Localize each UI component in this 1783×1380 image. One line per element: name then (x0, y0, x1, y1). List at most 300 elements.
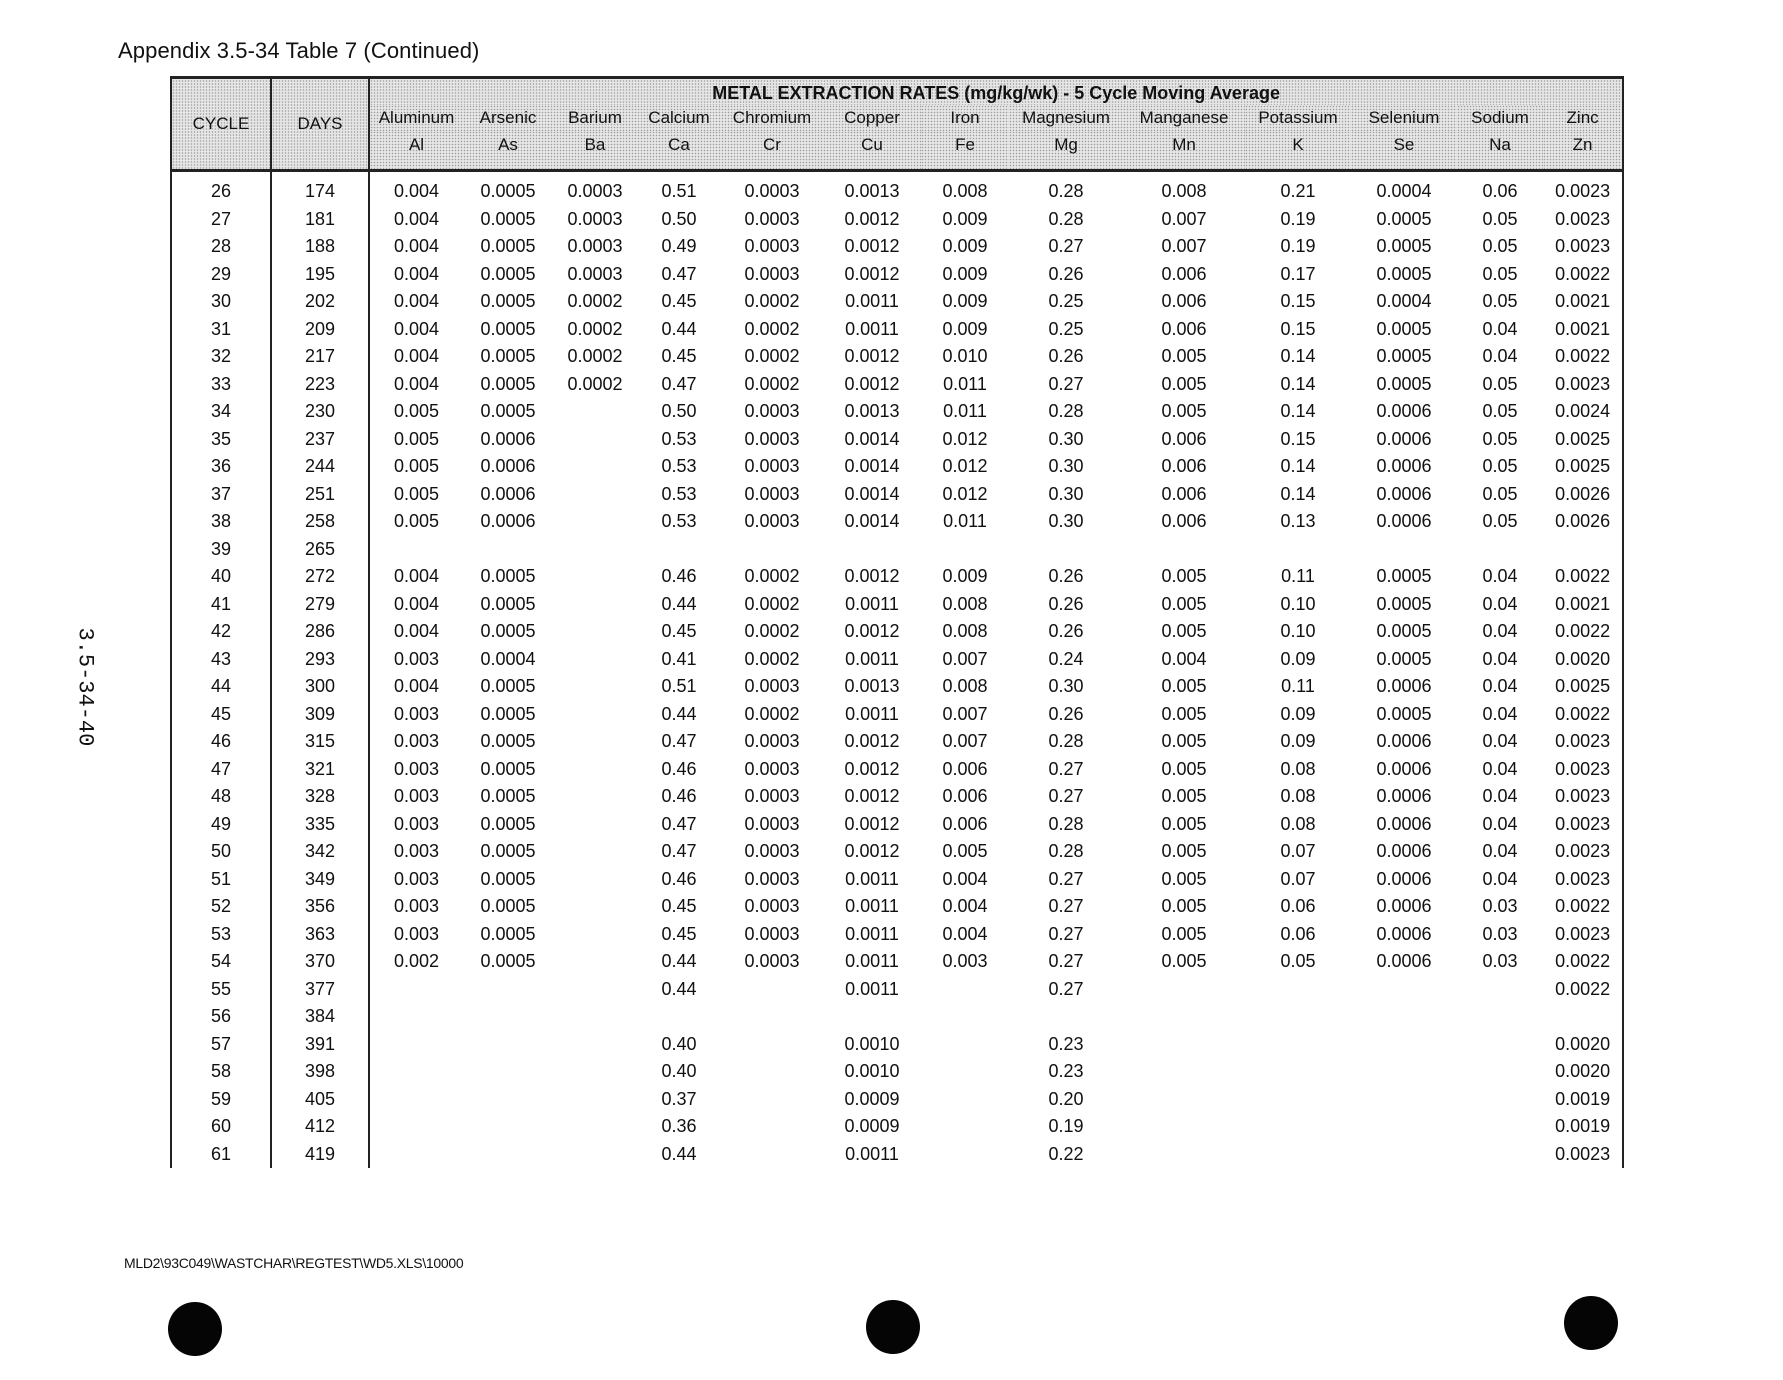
value-cell (553, 701, 637, 729)
value-cell: 0.0012 (844, 373, 900, 394)
value-cell: 0.30 (1048, 676, 1084, 697)
table-row (171, 948, 1623, 976)
value-cell: 0.0006 (480, 483, 536, 504)
value-cell: 0.0010 (844, 1061, 900, 1082)
metal-name-row (171, 105, 1623, 131)
days-cell: 412 (271, 1113, 369, 1141)
value-cell (1009, 1003, 1123, 1031)
value-cell: 0.0012 (844, 236, 900, 257)
value-cell: 0.0005 (480, 291, 536, 312)
value-cell: 0.21 (1280, 181, 1316, 202)
footer-file-path: MLD2\93C049\WASTCHAR\REGTEST\WD5.XLS\10000 (124, 1255, 464, 1271)
value-cell: 0.26 (1048, 703, 1084, 724)
value-cell (553, 563, 637, 591)
value-cell: 0.005 (1161, 868, 1207, 889)
cycle-cell: 44 (171, 673, 271, 701)
value-cell: 0.0009 (844, 1116, 900, 1137)
value-cell: 0.53 (661, 483, 697, 504)
value-cell: 0.0022 (1543, 618, 1623, 646)
table-row (171, 976, 1623, 1004)
value-cell: 0.44 (661, 318, 697, 339)
value-cell: 0.009 (942, 236, 988, 257)
value-cell: 0.0006 (1376, 401, 1432, 422)
value-cell (823, 1003, 921, 1031)
metal-symbol-header: Al (369, 131, 463, 171)
value-cell: 0.0002 (744, 648, 800, 669)
value-cell: 0.0023 (1543, 233, 1623, 261)
value-cell: 0.012 (942, 456, 988, 477)
value-cell: 0.005 (1161, 703, 1207, 724)
table-row (171, 783, 1623, 811)
value-cell: 0.04 (1482, 676, 1518, 697)
cycle-cell: 27 (171, 206, 271, 234)
value-cell: 0.07 (1280, 841, 1316, 862)
value-cell: 0.0005 (1376, 373, 1432, 394)
value-cell: 0.0003 (567, 263, 623, 284)
value-cell: 0.04 (1482, 648, 1518, 669)
metal-symbol-header: K (1245, 131, 1351, 171)
value-cell (1245, 1086, 1351, 1114)
value-cell: 0.0002 (744, 373, 800, 394)
value-cell: 0.002 (393, 951, 440, 972)
metal-name-header: Selenium (1351, 105, 1457, 131)
value-cell: 0.007 (1161, 236, 1207, 257)
value-cell: 0.005 (393, 428, 440, 449)
value-cell: 0.04 (1482, 593, 1518, 614)
value-cell: 0.0003 (567, 181, 623, 202)
cycle-cell: 47 (171, 756, 271, 784)
value-cell: 0.03 (1482, 923, 1518, 944)
value-cell: 0.27 (1048, 951, 1084, 972)
metal-name-header: Chromium (721, 105, 823, 131)
value-cell: 0.11 (1281, 676, 1315, 697)
value-cell: 0.0012 (844, 566, 900, 587)
value-cell: 0.004 (393, 593, 440, 614)
value-cell: 0.05 (1482, 291, 1518, 312)
metal-symbol-header: Ca (637, 131, 721, 171)
days-cell: 217 (271, 343, 369, 371)
value-cell: 0.0010 (844, 1033, 900, 1054)
value-cell (921, 1058, 1009, 1086)
value-cell: 0.30 (1048, 456, 1084, 477)
days-cell: 195 (271, 261, 369, 289)
value-cell: 0.0006 (1376, 868, 1432, 889)
value-cell: 0.003 (942, 951, 988, 972)
table-body (171, 171, 1623, 1169)
value-cell: 0.005 (1161, 593, 1207, 614)
value-cell: 0.27 (1048, 978, 1084, 999)
value-cell: 0.25 (1048, 318, 1084, 339)
value-cell: 0.26 (1048, 263, 1084, 284)
table-row (171, 811, 1623, 839)
value-cell (1351, 1141, 1457, 1169)
metal-symbol-header: Ba (553, 131, 637, 171)
value-cell: 0.0003 (744, 731, 800, 752)
value-cell: 0.003 (393, 648, 440, 669)
value-cell: 0.005 (1161, 896, 1207, 917)
value-cell (369, 1031, 463, 1059)
cycle-cell: 57 (171, 1031, 271, 1059)
value-cell: 0.04 (1482, 318, 1518, 339)
value-cell: 0.0003 (744, 923, 800, 944)
value-cell: 0.004 (393, 566, 440, 587)
table-row (171, 646, 1623, 674)
value-cell: 0.003 (393, 813, 440, 834)
value-cell (463, 1003, 553, 1031)
table-row (171, 1141, 1623, 1169)
value-cell: 0.0005 (480, 318, 536, 339)
value-cell: 0.004 (393, 373, 440, 394)
days-cell: 342 (271, 838, 369, 866)
metal-symbol-header: Fe (921, 131, 1009, 171)
value-cell (1123, 536, 1245, 564)
value-cell: 0.0005 (480, 786, 536, 807)
value-cell (553, 618, 637, 646)
value-cell: 0.15 (1280, 318, 1316, 339)
value-cell: 0.008 (1161, 181, 1207, 202)
cycle-cell: 51 (171, 866, 271, 894)
value-cell (1543, 1003, 1623, 1031)
punch-hole-left (168, 1302, 222, 1356)
metal-name-header: Calcium (637, 105, 721, 131)
value-cell: 0.005 (393, 456, 440, 477)
value-cell: 0.0006 (480, 428, 536, 449)
value-cell: 0.05 (1482, 483, 1518, 504)
value-cell: 0.0006 (1376, 428, 1432, 449)
value-cell (553, 536, 637, 564)
cycle-cell: 52 (171, 893, 271, 921)
value-cell: 0.0005 (480, 263, 536, 284)
value-cell (553, 591, 637, 619)
value-cell (721, 976, 823, 1004)
value-cell (553, 756, 637, 784)
value-cell: 0.005 (393, 511, 440, 532)
metal-name-header: Manganese (1123, 105, 1245, 131)
value-cell (553, 1003, 637, 1031)
metal-symbol-header: Mg (1009, 131, 1123, 171)
value-cell (553, 398, 637, 426)
cycle-column-header: CYCLE (171, 78, 271, 171)
table-row (171, 728, 1623, 756)
table-row (171, 866, 1623, 894)
metal-name-header: Aluminum (369, 105, 463, 131)
value-cell: 0.28 (1048, 813, 1084, 834)
table-header (171, 78, 1623, 171)
value-cell: 0.0003 (744, 456, 800, 477)
value-cell: 0.0005 (480, 868, 536, 889)
metal-symbol-header: Se (1351, 131, 1457, 171)
value-cell: 0.06 (1482, 181, 1518, 202)
value-cell: 0.19 (1048, 1116, 1084, 1137)
value-cell (553, 1141, 637, 1169)
value-cell: 0.0023 (1543, 838, 1623, 866)
value-cell: 0.0006 (1376, 456, 1432, 477)
metal-extraction-table-container (170, 76, 1622, 1168)
value-cell: 0.0021 (1543, 316, 1623, 344)
value-cell: 0.005 (1161, 373, 1207, 394)
value-cell: 0.03 (1482, 951, 1518, 972)
value-cell: 0.006 (1161, 263, 1207, 284)
value-cell (1245, 1113, 1351, 1141)
value-cell: 0.009 (942, 208, 988, 229)
value-cell: 0.53 (661, 428, 697, 449)
cycle-cell: 55 (171, 976, 271, 1004)
metal-name-header: Potassium (1245, 105, 1351, 131)
value-cell: 0.0002 (744, 566, 800, 587)
value-cell: 0.005 (1161, 923, 1207, 944)
days-cell: 398 (271, 1058, 369, 1086)
value-cell: 0.0002 (567, 346, 623, 367)
value-cell: 0.45 (661, 896, 697, 917)
value-cell: 0.007 (942, 731, 988, 752)
value-cell: 0.27 (1048, 896, 1084, 917)
value-cell: 0.0011 (845, 318, 899, 339)
value-cell: 0.09 (1280, 703, 1316, 724)
value-cell: 0.15 (1280, 291, 1316, 312)
metal-symbol-header: Zn (1543, 131, 1623, 171)
cycle-cell: 38 (171, 508, 271, 536)
value-cell: 0.44 (661, 1143, 697, 1164)
punch-hole-right (1564, 1296, 1618, 1350)
value-cell: 0.0014 (844, 428, 900, 449)
value-cell: 0.0005 (480, 731, 536, 752)
value-cell: 0.45 (661, 346, 697, 367)
value-cell: 0.50 (661, 208, 697, 229)
value-cell: 0.005 (1161, 758, 1207, 779)
value-cell (721, 536, 823, 564)
value-cell: 0.004 (393, 676, 440, 697)
days-cell: 363 (271, 921, 369, 949)
value-cell: 0.06 (1280, 923, 1316, 944)
value-cell (1457, 976, 1543, 1004)
value-cell: 0.36 (661, 1116, 697, 1137)
value-cell: 0.0006 (1376, 813, 1432, 834)
value-cell: 0.0005 (480, 373, 536, 394)
value-cell (463, 1058, 553, 1086)
value-cell: 0.0024 (1543, 398, 1623, 426)
value-cell: 0.0013 (844, 676, 900, 697)
value-cell: 0.0005 (480, 703, 536, 724)
table-row (171, 261, 1623, 289)
value-cell (1123, 976, 1245, 1004)
value-cell: 0.004 (393, 346, 440, 367)
value-cell: 0.26 (1048, 346, 1084, 367)
table-row (171, 316, 1623, 344)
value-cell: 0.0026 (1543, 508, 1623, 536)
days-cell: 258 (271, 508, 369, 536)
table-row (171, 756, 1623, 784)
cycle-cell: 59 (171, 1086, 271, 1114)
value-cell: 0.0003 (567, 236, 623, 257)
page-title: Appendix 3.5-34 Table 7 (Continued) (118, 38, 480, 63)
value-cell: 0.0005 (1376, 346, 1432, 367)
value-cell: 0.0026 (1543, 481, 1623, 509)
value-cell: 0.0002 (567, 318, 623, 339)
value-cell: 0.005 (393, 401, 440, 422)
metal-name-header: Barium (553, 105, 637, 131)
value-cell: 0.0006 (480, 456, 536, 477)
value-cell: 0.05 (1482, 401, 1518, 422)
value-cell: 0.27 (1048, 868, 1084, 889)
value-cell: 0.0002 (744, 318, 800, 339)
value-cell (1457, 1113, 1543, 1141)
value-cell: 0.0011 (845, 951, 899, 972)
days-cell: 181 (271, 206, 369, 234)
value-cell: 0.04 (1482, 703, 1518, 724)
value-cell: 0.0003 (744, 951, 800, 972)
value-cell: 0.011 (943, 511, 987, 532)
days-cell: 377 (271, 976, 369, 1004)
value-cell: 0.0003 (744, 868, 800, 889)
value-cell: 0.0002 (567, 373, 623, 394)
cycle-cell: 50 (171, 838, 271, 866)
value-cell: 0.0005 (480, 208, 536, 229)
value-cell (553, 673, 637, 701)
table-row (171, 618, 1623, 646)
value-cell: 0.006 (1161, 456, 1207, 477)
days-cell: 230 (271, 398, 369, 426)
value-cell: 0.19 (1280, 208, 1316, 229)
value-cell: 0.0022 (1543, 893, 1623, 921)
value-cell: 0.0005 (480, 346, 536, 367)
value-cell: 0.009 (942, 566, 988, 587)
value-cell: 0.0005 (480, 676, 536, 697)
value-cell: 0.0005 (480, 566, 536, 587)
value-cell: 0.0002 (744, 703, 800, 724)
cycle-cell: 46 (171, 728, 271, 756)
value-cell: 0.10 (1280, 621, 1316, 642)
value-cell: 0.004 (942, 868, 988, 889)
value-cell: 0.0023 (1543, 728, 1623, 756)
value-cell: 0.08 (1280, 758, 1316, 779)
value-cell: 0.04 (1482, 841, 1518, 862)
value-cell: 0.14 (1280, 373, 1316, 394)
value-cell: 0.0003 (744, 676, 800, 697)
table-row (171, 673, 1623, 701)
value-cell: 0.27 (1048, 236, 1084, 257)
value-cell: 0.0002 (744, 621, 800, 642)
table-row (171, 206, 1623, 234)
punch-hole-center (866, 1300, 920, 1354)
value-cell (721, 1141, 823, 1169)
value-cell (1351, 1031, 1457, 1059)
value-cell (1123, 1031, 1245, 1059)
table-row (171, 838, 1623, 866)
value-cell: 0.0014 (844, 511, 900, 532)
value-cell: 0.004 (393, 236, 440, 257)
value-cell: 0.0003 (744, 236, 800, 257)
value-cell: 0.005 (1161, 786, 1207, 807)
days-cell: 279 (271, 591, 369, 619)
cycle-cell: 48 (171, 783, 271, 811)
table-row (171, 371, 1623, 399)
table-row (171, 171, 1623, 206)
value-cell (1457, 1141, 1543, 1169)
days-cell: 315 (271, 728, 369, 756)
days-cell: 356 (271, 893, 369, 921)
value-cell (553, 426, 637, 454)
value-cell: 0.28 (1048, 841, 1084, 862)
value-cell (1123, 1058, 1245, 1086)
value-cell: 0.005 (942, 841, 988, 862)
value-cell (553, 1086, 637, 1114)
value-cell (637, 536, 721, 564)
value-cell: 0.45 (661, 291, 697, 312)
value-cell: 0.51 (661, 676, 697, 697)
value-cell (553, 838, 637, 866)
table-row (171, 1058, 1623, 1086)
value-cell: 0.0005 (480, 181, 536, 202)
table-row (171, 426, 1623, 454)
value-cell: 0.0011 (845, 896, 899, 917)
value-cell: 0.0002 (744, 291, 800, 312)
value-cell: 0.005 (1161, 566, 1207, 587)
metal-symbol-header: Na (1457, 131, 1543, 171)
cycle-cell: 61 (171, 1141, 271, 1169)
value-cell (553, 1031, 637, 1059)
value-cell: 0.003 (393, 868, 440, 889)
value-cell: 0.012 (942, 483, 988, 504)
value-cell: 0.009 (942, 291, 988, 312)
value-cell (1457, 1058, 1543, 1086)
cycle-cell: 32 (171, 343, 271, 371)
value-cell: 0.004 (393, 291, 440, 312)
value-cell (637, 1003, 721, 1031)
value-cell: 0.10 (1280, 593, 1316, 614)
value-cell: 0.0012 (844, 621, 900, 642)
value-cell: 0.0012 (844, 208, 900, 229)
days-cell: 300 (271, 673, 369, 701)
value-cell: 0.0005 (1376, 263, 1432, 284)
value-cell: 0.51 (661, 181, 697, 202)
value-cell: 0.006 (1161, 428, 1207, 449)
value-cell: 0.0019 (1543, 1113, 1623, 1141)
value-cell: 0.0005 (480, 813, 536, 834)
value-cell: 0.0020 (1543, 1058, 1623, 1086)
value-cell: 0.0005 (480, 923, 536, 944)
table-row (171, 1086, 1623, 1114)
side-page-number: 3.5-34-40 (72, 627, 98, 747)
value-cell: 0.13 (1280, 511, 1316, 532)
value-cell: 0.005 (1161, 346, 1207, 367)
cycle-cell: 29 (171, 261, 271, 289)
value-cell (1351, 976, 1457, 1004)
value-cell: 0.0022 (1543, 563, 1623, 591)
value-cell (553, 811, 637, 839)
cycle-cell: 37 (171, 481, 271, 509)
value-cell: 0.010 (942, 346, 988, 367)
value-cell: 0.005 (393, 483, 440, 504)
metal-symbol-header: Cr (721, 131, 823, 171)
value-cell (1245, 1031, 1351, 1059)
value-cell: 0.22 (1048, 1143, 1084, 1164)
value-cell (1245, 1058, 1351, 1086)
value-cell: 0.09 (1280, 648, 1316, 669)
value-cell: 0.0003 (744, 841, 800, 862)
value-cell: 0.009 (942, 263, 988, 284)
days-cell: 328 (271, 783, 369, 811)
value-cell: 0.05 (1280, 951, 1316, 972)
value-cell: 0.0003 (744, 786, 800, 807)
value-cell: 0.0005 (480, 621, 536, 642)
value-cell: 0.44 (661, 703, 697, 724)
value-cell: 0.53 (661, 511, 697, 532)
value-cell: 0.004 (1161, 648, 1207, 669)
value-cell: 0.0012 (844, 813, 900, 834)
value-cell: 0.0005 (480, 896, 536, 917)
value-cell: 0.27 (1048, 923, 1084, 944)
value-cell: 0.006 (942, 786, 988, 807)
